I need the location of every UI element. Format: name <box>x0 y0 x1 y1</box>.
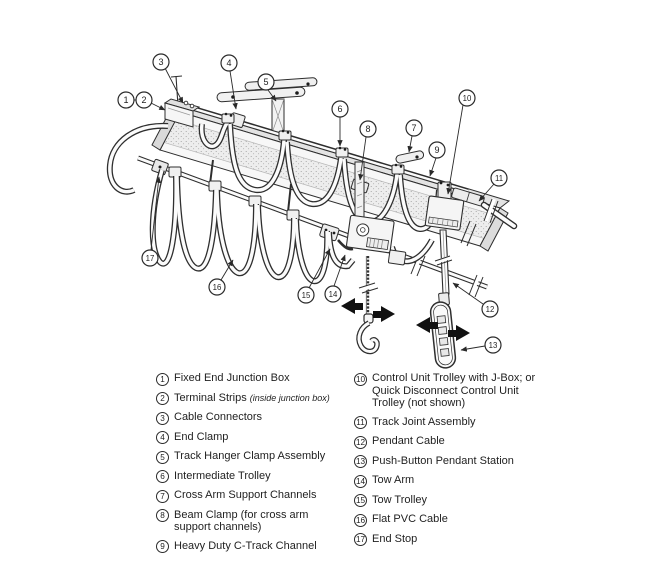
legend-item-label: Flat PVC Cable <box>372 513 448 526</box>
callout-16: 16 <box>212 283 222 292</box>
parts-legend <box>156 372 554 559</box>
legend-item <box>354 513 554 527</box>
legend-item-label: Heavy Duty C-Track Channel <box>174 539 317 552</box>
legend-item-label: Tow Trolley <box>372 493 428 506</box>
callout-2: 2 <box>141 95 147 105</box>
cross-arm-stub <box>395 150 424 164</box>
callout-12: 12 <box>485 305 495 314</box>
legend-item <box>156 392 340 406</box>
legend-item-number: 8 <box>156 509 169 522</box>
legend-item-label: Beam Clamp (for cross arm support channels) <box>174 508 309 534</box>
legend-item-number: 3 <box>156 412 169 425</box>
legend-item <box>156 411 340 425</box>
legend-item-number: 7 <box>156 490 169 503</box>
legend-item-label: Pendant Cable <box>372 435 445 448</box>
legend-item-label: Intermediate Trolley <box>174 469 271 482</box>
callout-17: 17 <box>145 254 155 263</box>
callout-9: 9 <box>434 145 440 155</box>
legend-item-label: End Clamp <box>174 430 229 443</box>
legend-item <box>156 509 340 534</box>
legend-item-number: 4 <box>156 431 169 444</box>
legend-item-label: Track Joint Assembly <box>372 415 476 428</box>
legend-item-label: End Stop <box>372 532 418 545</box>
legend-item-label: Push-Button Pendant Station <box>372 454 514 467</box>
legend-column-right <box>354 372 554 559</box>
pendant-cable <box>435 230 452 294</box>
legend-item-number: 12 <box>355 437 366 447</box>
legend-item <box>156 431 340 445</box>
legend-item-number: 14 <box>355 476 366 486</box>
callout-4: 4 <box>226 58 232 68</box>
legend-item-label: Fixed End Junction Box <box>174 372 290 384</box>
legend-item-number: 2 <box>156 392 169 405</box>
callout-6: 6 <box>337 104 343 114</box>
arrow-right-icon <box>373 306 395 322</box>
legend-item <box>354 494 554 508</box>
legend-item-label: Cross Arm Support Channels <box>174 489 317 501</box>
legend-item-number: 9 <box>156 540 169 553</box>
legend-item <box>156 470 340 484</box>
cable-connector <box>190 104 194 108</box>
callout-10: 10 <box>462 94 472 103</box>
callout-11: 11 <box>494 174 504 183</box>
callout-15: 15 <box>301 291 311 300</box>
legend-item <box>156 450 340 464</box>
legend-item-number: 17 <box>355 535 366 545</box>
cable-connector <box>184 101 188 105</box>
legend-item-number: 15 <box>355 496 366 506</box>
legend-item <box>354 474 554 488</box>
legend-item-text: Terminal Strips <box>174 391 247 404</box>
legend-item-number: 10 <box>355 374 366 384</box>
legend-item <box>354 372 554 410</box>
legend-item-note: (inside junction box) <box>249 392 330 403</box>
legend-item <box>354 455 554 469</box>
legend-item-label: Tow Arm <box>372 474 415 487</box>
callout-7: 7 <box>411 123 417 133</box>
legend-item-number: 5 <box>156 451 169 464</box>
callout-14: 14 <box>328 290 338 299</box>
legend-item-number: 13 <box>355 457 366 467</box>
legend-item-number: 16 <box>355 515 366 525</box>
callout-13: 13 <box>488 341 498 350</box>
legend-item <box>354 533 554 547</box>
arrow-left-icon <box>341 298 363 314</box>
legend-item <box>156 372 340 386</box>
legend-item-label: Cable Connectors <box>174 411 263 423</box>
legend-item <box>354 435 554 449</box>
callout-1: 1 <box>123 95 129 105</box>
track-hanger-clamp <box>272 99 284 133</box>
legend-item <box>156 489 340 503</box>
legend-column-left <box>156 372 340 559</box>
legend-item-label: Control Unit Trolley with J-Box; or Quick Disconnect Control Unit Trolley (not shown) <box>372 372 536 410</box>
hoist-hook <box>359 314 377 352</box>
callout-8: 8 <box>365 124 371 134</box>
legend-item <box>156 540 340 554</box>
callout-5: 5 <box>263 77 269 87</box>
legend-item-number: 11 <box>354 416 367 429</box>
legend-item-number: 1 <box>156 373 169 386</box>
legend-item-number: 6 <box>156 470 169 483</box>
legend-item <box>354 416 554 430</box>
legend-item-label <box>174 392 330 405</box>
legend-item-label: Track Hanger Clamp Assembly <box>174 450 326 462</box>
callout-3: 3 <box>158 57 164 67</box>
